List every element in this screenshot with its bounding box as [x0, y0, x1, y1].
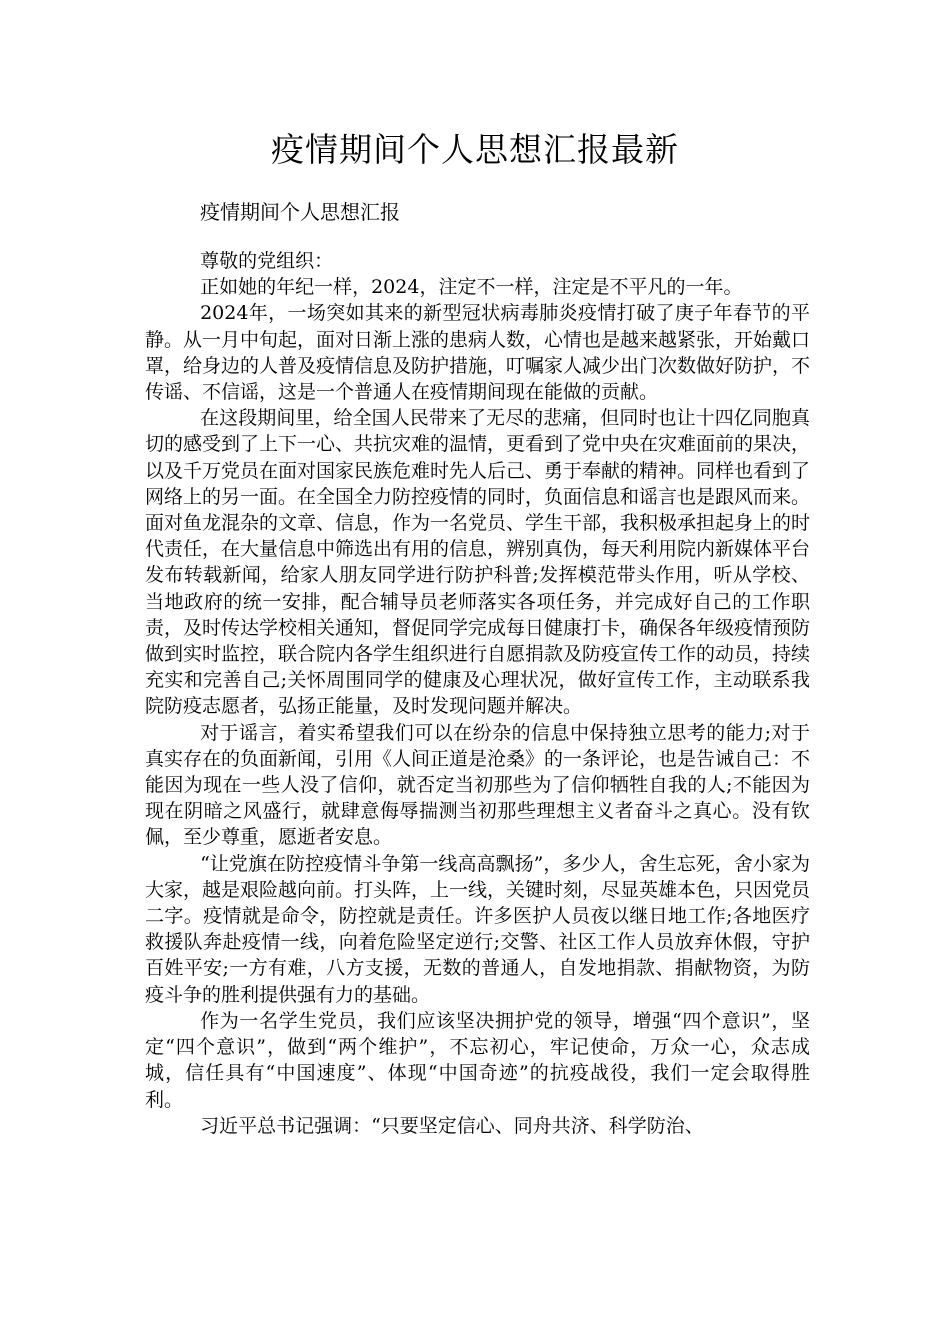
- paragraph-4: 对于谣言，着实希望我们可以在纷杂的信息中保持独立思考的能力;对于真实存在的负面新闻，引用《人间正道是沧桑》的一条评论，也是告诫自己：不能因为现在一些人没了信仰，就否定当初那些为了信仰牺牲自我的人;不能因为现在阴暗之风盛行，就肆意侮辱揣测当初那些理想主义者奋斗之真心。没有钦佩，至少尊重，愿逝者安息。: [145, 721, 811, 849]
- paragraph-5: “让党旗在防控疫情斗争第一线高高飘扬”，多少人，舍生忘死，舍小家为大家，越是艰险越向前。打头阵，上一线，关键时刻，尽显英雄本色，只因党员二字。疫情就是命令，防控就是责任。许多医护人员夜以继日地工作;各地医疗救援队奔赴疫情一线，向着危险坚定逆行;交警、社区工作人员放弃休假，守护百姓平安;一方有难，八方支援，无数的普通人，自发地捐款、捐献物资，为防疫斗争的胜利提供强有力的基础。: [145, 852, 811, 1006]
- paragraph-1: 正如她的年纪一样，2024，注定不一样，注定是不平凡的一年。: [200, 276, 743, 299]
- document-body: [145, 248, 810, 1139]
- salutation: 尊敬的党组织：: [200, 250, 334, 272]
- paragraph-2: 2024年，一场突如其来的新型冠状病毒肺炎疫情打破了庚子年春节的平静。从一月中旬起，面对日渐上涨的患病人数，心情也是越来越紧张，开始戴口罩，给身边的人普及疫情信息及防护措施，叮嘱家人减少出门次数做好防护，不传谣、不信谣，这是一个普通人在疫情期间现在能做的贡献。: [145, 302, 811, 404]
- document-subtitle: 疫情期间个人思想汇报: [200, 200, 400, 224]
- document-title: 疫情期间个人思想汇报最新: [271, 130, 679, 169]
- paragraph-7: 习近平总书记强调：“只要坚定信心、同舟共济、科学防治、: [200, 1114, 704, 1137]
- paragraph-3: 在这段期间里，给全国人民带来了无尽的悲痛，但同时也让十四亿同胞真切的感受到了上下一心、共抗灾难的温情，更看到了党中央在灾难面前的果决，以及千万党员在面对国家民族危难时先人后己、勇于奉献的精神。同样也看到了网络上的另一面。在全国全力防控疫情的同时，负面信息和谣言也是跟风而来。面对鱼龙混杂的文章、信息，作为一名党员、学生干部，我积极承担起身上的时代责任，在大量信息中筛选出有用的信息，辨别真伪，每天利用院内新媒体平台发布转载新闻，给家人朋友同学进行防护科普;发挥模范带头作用，听从学校、当地政府的统一安排，配合辅导员老师落实各项任务，并完成好自己的工作职责，及时传达学校相关通知，督促同学完成每日健康打卡，确保各年级疫情预防做到实时监控，联合院内各学生组织进行自愿捐款及防疫宣传工作的动员，持续充实和完善自己;关怀周围同学的健康及心理状况，做好宣传工作，主动联系我院防疫志愿者，弘扬正能量，及时发现问题并解决。: [145, 407, 811, 718]
- paragraph-6: 作为一名学生党员，我们应该坚决拥护党的领导，增强“四个意识”，坚定“四个意识”，做到“两个维护”，不忘初心，牢记使命，万众一心，众志成城，信任具有“中国速度”、体现“中国奇迹”的抗疫战役，我们一定会取得胜利。: [145, 1009, 810, 1111]
